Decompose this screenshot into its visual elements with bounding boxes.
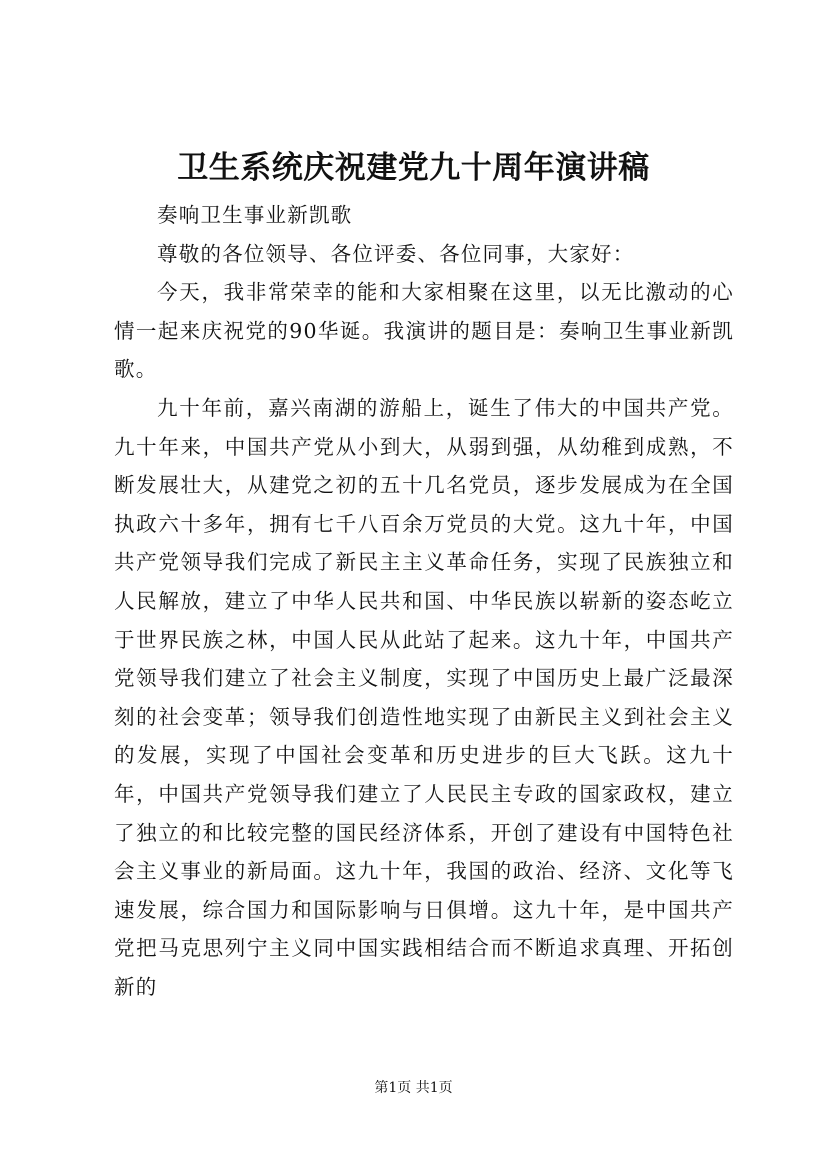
history-paragraph: 九十年前，嘉兴南湖的游船上，诞生了伟大的中国共产党。九十年来，中国共产党从小到大，从弱到强，从幼稚到成熟，不断发展壮大，从建党之初的五十几名党员，逐步发展成为在全国执政六十多年，拥有七千八百余万党员的大党。这九十年，中国共产党领导我们完成了新民主主义革命任务，实现了民族独立和人民解放，建立了中华人民共和国、中华民族以崭新的姿态屹立于世界民族之林，中国人民从此站了起来。这九十年，中国共产党领导我们建立了社会主义制度，实现了中国历史上最广泛最深刻的社会变革；领导我们创造性地实现了由新民主义到社会主义的发展，实现了中国社会变革和历史进步的巨大飞跃。这九十年，中国共产党领导我们建立了人民民主专政的国家政权，建立了独立的和比较完整的国民经济体系，开创了建设有中国特色社会主义事业的新局面。这九十年，我国的政治、经济、文化等飞速发展，综合国力和国际影响与日俱增。这九十年，是中国共产党把马克思列宁主义同中国实践相结合而不断追求真理、开拓创新的 xyxy=(114,395,734,999)
document-body xyxy=(114,196,734,1006)
document-title: 卫生系统庆祝建党九十周年演讲稿 xyxy=(177,150,650,186)
page-footer: 第1页 共1页 xyxy=(374,1080,453,1096)
speech-subtitle: 奏响卫生事业新凯歌 xyxy=(157,203,353,227)
intro-paragraph: 今天，我非常荣幸的能和大家相聚在这里，以无比激动的心情一起来庆祝党的90华诞。我演讲的题目是：奏响卫生事业新凯歌。 xyxy=(114,280,734,382)
greeting-paragraph: 尊敬的各位领导、各位评委、各位同事，大家好： xyxy=(157,241,635,266)
